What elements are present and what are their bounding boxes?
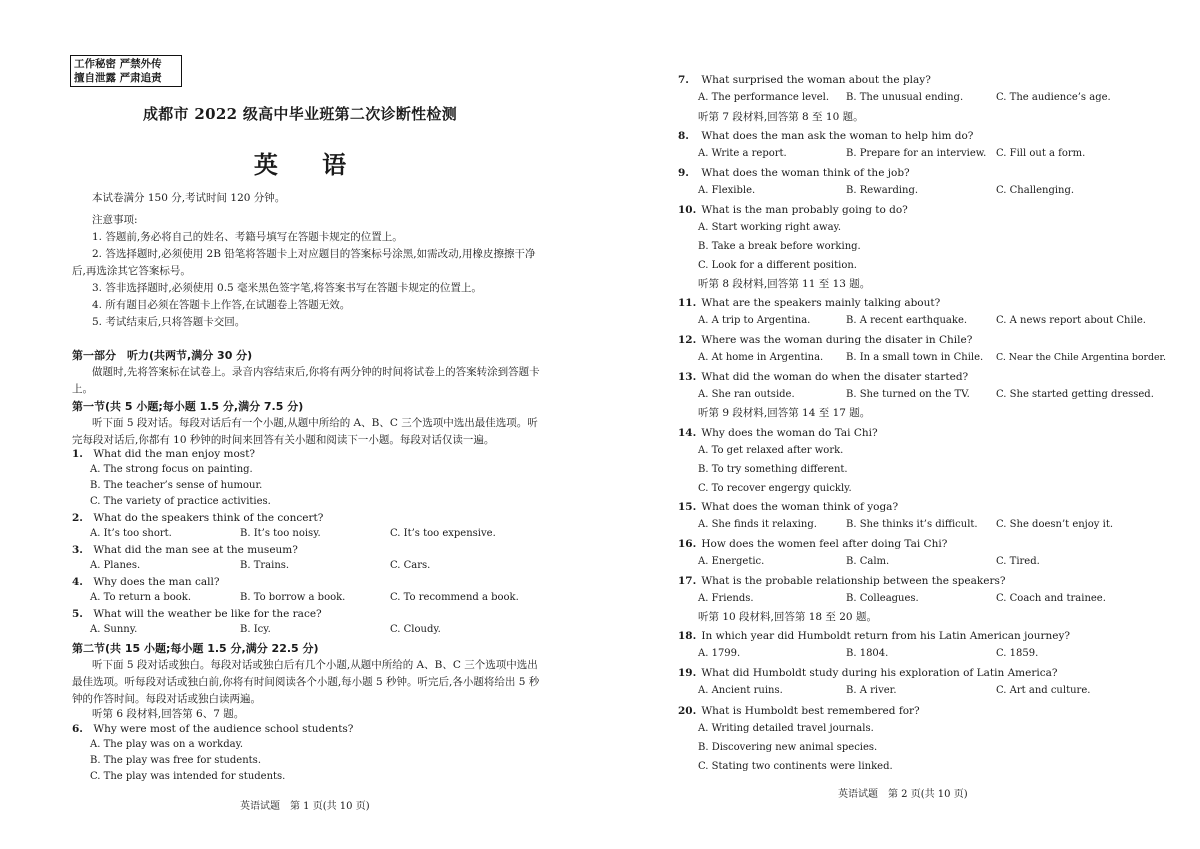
question-1 (72, 448, 255, 460)
q19-option-c: C. Art and culture. (996, 685, 1091, 696)
note-1: 1. 答题前,务必将自己的姓名、考籍号填写在答题卡规定的位置上。 (92, 231, 403, 243)
q9-option-a: A. Flexible. (698, 185, 756, 196)
q3-option-c: C. Cars. (390, 560, 431, 571)
q18-option-b: B. 1804. (846, 648, 889, 659)
question-15 (678, 501, 898, 513)
question-text: What does the man ask the woman to help him do? (701, 130, 974, 142)
question-text: What will the weather be like for the race? (93, 608, 322, 620)
question-number: 4. (72, 576, 83, 588)
q11-option-b: B. A recent earthquake. (846, 315, 968, 326)
confidential-stamp (70, 55, 182, 87)
question-text: What is the man probably going to do? (701, 204, 908, 216)
page-footer: 英语试题 第 2 页(共 10 页) (838, 789, 968, 800)
question-5 (72, 608, 322, 620)
q7-option-c: C. The audience’s age. (996, 92, 1111, 103)
q8-option-b: B. Prepare for an interview. (846, 148, 987, 159)
q2-option-c: C. It’s too expensive. (390, 528, 496, 539)
q4-option-c: C. To recommend a book. (390, 592, 519, 603)
question-number: 9. (678, 167, 689, 179)
question-4 (72, 576, 220, 588)
question-text: What did the man see at the museum? (93, 544, 298, 556)
question-number: 11. (678, 297, 697, 309)
q5-option-b: B. Icy. (240, 624, 271, 635)
question-19 (678, 667, 1057, 679)
question-20 (678, 705, 920, 717)
question-17 (678, 575, 1006, 587)
question-number: 5. (72, 608, 83, 620)
q20-option-a: A. Writing detailed travel journals. (698, 723, 874, 734)
q4-option-a: A. To return a book. (90, 592, 192, 603)
question-9 (678, 167, 910, 179)
q13-option-c: C. She started getting dressed. (996, 389, 1154, 400)
q17-option-c: C. Coach and trainee. (996, 593, 1106, 604)
listen-material-9: 听第 9 段材料,回答第 14 至 17 题。 (698, 407, 871, 419)
question-11 (678, 297, 940, 309)
q14-option-b: B. To try something different. (698, 464, 848, 475)
q3-option-b: B. Trains. (240, 560, 290, 571)
question-8 (678, 130, 973, 142)
page-footer: 英语试题 第 1 页(共 10 页) (240, 801, 370, 812)
q12-option-a: A. At home in Argentina. (698, 352, 824, 363)
q2-option-a: A. It’s too short. (90, 528, 172, 539)
question-number: 14. (678, 427, 697, 439)
q6-option-b: B. The play was free for students. (90, 755, 261, 766)
question-text: What did the man enjoy most? (93, 448, 256, 460)
question-text: How does the women feel after doing Tai Chi? (701, 538, 948, 550)
q3-option-a: A. Planes. (90, 560, 141, 571)
question-number: 3. (72, 544, 83, 556)
question-text: Where was the woman during the disater in Chile? (701, 334, 973, 346)
confidential-line-1: 工作秘密 严禁外传 (74, 58, 162, 70)
question-text: What did the woman do when the disater started? (701, 371, 969, 383)
q10-option-b: B. Take a break before working. (698, 241, 861, 252)
section2-instructions: 听下面 5 段对话或独白。每段对话或独白后有几个小题,从题中所给的 A、B、C 三个选项中选出最佳选项。听每段对话或独白前,你将有时间阅读各个小题,每小题 5 秒钟。听完后,各小题将给出 5 秒钟的作答时间。每段对话或独白读两遍。 (72, 659, 540, 705)
q17-option-a: A. Friends. (698, 593, 754, 604)
question-text: Why does the man call? (93, 576, 220, 588)
q20-option-b: B. Discovering new animal species. (698, 742, 878, 753)
q13-option-b: B. She turned on the TV. (846, 389, 970, 400)
question-number: 19. (678, 667, 697, 679)
q15-option-c: C. She doesn’t enjoy it. (996, 519, 1114, 530)
part1-heading: 第一部分 听力(共两节,满分 30 分) (72, 349, 253, 362)
q11-option-a: A. A trip to Argentina. (698, 315, 811, 326)
q1-option-c: C. The variety of practice activities. (90, 496, 271, 507)
question-text: What is Humboldt best remembered for? (701, 705, 920, 717)
listen-material-8: 听第 8 段材料,回答第 11 至 13 题。 (698, 278, 871, 290)
question-number: 8. (678, 130, 689, 142)
note-3: 3. 答非选择题时,必须使用 0.5 毫米黑色签字笔,将答案书写在答题卡规定的位置上。 (92, 282, 482, 294)
question-text: What is the probable relationship between the speakers? (701, 575, 1006, 587)
q16-option-c: C. Tired. (996, 556, 1040, 567)
q18-option-a: A. 1799. (698, 648, 741, 659)
section1-heading: 第一节(共 5 小题;每小题 1.5 分,满分 7.5 分) (72, 400, 304, 413)
question-number: 6. (72, 723, 83, 735)
question-number: 2. (72, 512, 83, 524)
exam-page-2 (600, 0, 1200, 849)
question-2 (72, 512, 323, 524)
question-text: In which year did Humboldt return from his Latin American journey? (701, 630, 1071, 642)
listen-material-10: 听第 10 段材料,回答第 18 至 20 题。 (698, 611, 877, 623)
q12-option-c: C. Near the Chile Argentina border. (996, 352, 1166, 363)
confidential-line-2: 擅自泄露 严肃追责 (74, 72, 162, 84)
question-18 (678, 630, 1070, 642)
question-text: What surprised the woman about the play? (701, 74, 931, 86)
question-16 (678, 538, 947, 550)
question-number: 10. (678, 204, 697, 216)
q17-option-b: B. Colleagues. (846, 593, 919, 604)
q14-option-a: A. To get relaxed after work. (698, 445, 844, 456)
question-text: What does the woman think of yoga? (701, 501, 899, 513)
q15-option-a: A. She finds it relaxing. (698, 519, 817, 530)
q7-option-a: A. The performance level. (698, 92, 830, 103)
q11-option-c: C. A news report about Chile. (996, 315, 1146, 326)
listen-material-6: 听第 6 段材料,回答第 6、7 题。 (92, 708, 245, 720)
question-text: Why were most of the audience school students? (93, 723, 354, 735)
question-text: What did Humboldt study during his exploration of Latin America? (701, 667, 1058, 679)
section1-instructions: 听下面 5 段对话。每段对话后有一个小题,从题中所给的 A、B、C 三个选项中选出最佳选项。听完每段对话后,你都有 10 秒钟的时间来回答有关小题和阅读下一小题。每段对话仅读一遍。 (72, 417, 538, 446)
question-12 (678, 334, 972, 346)
q1-option-b: B. The teacher’s sense of humour. (90, 480, 263, 491)
q6-option-a: A. The play was on a workday. (90, 739, 244, 750)
q12-option-b: B. In a small town in Chile. (846, 352, 984, 363)
question-text: What do the speakers think of the concert? (93, 512, 324, 524)
q5-option-a: A. Sunny. (90, 624, 138, 635)
question-10 (678, 204, 908, 216)
q5-option-c: C. Cloudy. (390, 624, 441, 635)
q7-option-b: B. The unusual ending. (846, 92, 964, 103)
notes-title: 注意事项: (92, 214, 138, 226)
question-text: What are the speakers mainly talking about? (701, 297, 941, 309)
q4-option-b: B. To borrow a book. (240, 592, 346, 603)
q16-option-a: A. Energetic. (698, 556, 765, 567)
question-6 (72, 723, 353, 735)
note-5: 5. 考试结束后,只将答题卡交回。 (92, 316, 246, 328)
q15-option-b: B. She thinks it’s difficult. (846, 519, 978, 530)
exam-intro: 本试卷满分 150 分,考试时间 120 分钟。 (92, 192, 286, 204)
question-number: 20. (678, 705, 697, 717)
q18-option-c: C. 1859. (996, 648, 1039, 659)
part1-instructions: 做题时,先将答案标在试卷上。录音内容结束后,你将有两分钟的时间将试卷上的答案转涂到答题卡上。 (72, 366, 540, 395)
q19-option-a: A. Ancient ruins. (698, 685, 783, 696)
section2-heading: 第二节(共 15 小题;每小题 1.5 分,满分 22.5 分) (72, 642, 319, 655)
question-number: 12. (678, 334, 697, 346)
q8-option-c: C. Fill out a form. (996, 148, 1086, 159)
q8-option-a: A. Write a report. (698, 148, 787, 159)
q1-option-a: A. The strong focus on painting. (90, 464, 253, 475)
q16-option-b: B. Calm. (846, 556, 890, 567)
question-number: 15. (678, 501, 697, 513)
question-number: 7. (678, 74, 689, 86)
question-3 (72, 544, 298, 556)
q19-option-b: B. A river. (846, 685, 897, 696)
question-number: 17. (678, 575, 697, 587)
listen-material-7: 听第 7 段材料,回答第 8 至 10 题。 (698, 111, 864, 123)
q9-option-b: B. Rewarding. (846, 185, 919, 196)
question-number: 13. (678, 371, 697, 383)
q9-option-c: C. Challenging. (996, 185, 1075, 196)
q6-option-c: C. The play was intended for students. (90, 771, 286, 782)
q10-option-a: A. Start working right away. (698, 222, 842, 233)
question-7 (678, 74, 931, 86)
question-number: 18. (678, 630, 697, 642)
exam-title: 成都市 2022 级高中毕业班第二次诊断性检测 (142, 105, 458, 123)
q14-option-c: C. To recover engergy quickly. (698, 483, 852, 494)
question-number: 16. (678, 538, 697, 550)
question-text: What does the woman think of the job? (701, 167, 910, 179)
question-text: Why does the woman do Tai Chi? (701, 427, 878, 439)
question-13 (678, 371, 968, 383)
note-4: 4. 所有题目必须在答题卡上作答,在试题卷上答题无效。 (92, 299, 351, 311)
subject-title: 英 语 (253, 151, 365, 179)
question-14 (678, 427, 878, 439)
question-number: 1. (72, 448, 83, 460)
note-2: 2. 答选择题时,必须使用 2B 铅笔将答题卡上对应题目的答案标号涂黑,如需改动,用橡皮擦擦干净后,再选涂其它答案标号。 (72, 248, 536, 277)
q2-option-b: B. It’s too noisy. (240, 528, 321, 539)
q20-option-c: C. Stating two continents were linked. (698, 761, 893, 772)
q13-option-a: A. She ran outside. (698, 389, 795, 400)
q10-option-c: C. Look for a different position. (698, 260, 857, 271)
